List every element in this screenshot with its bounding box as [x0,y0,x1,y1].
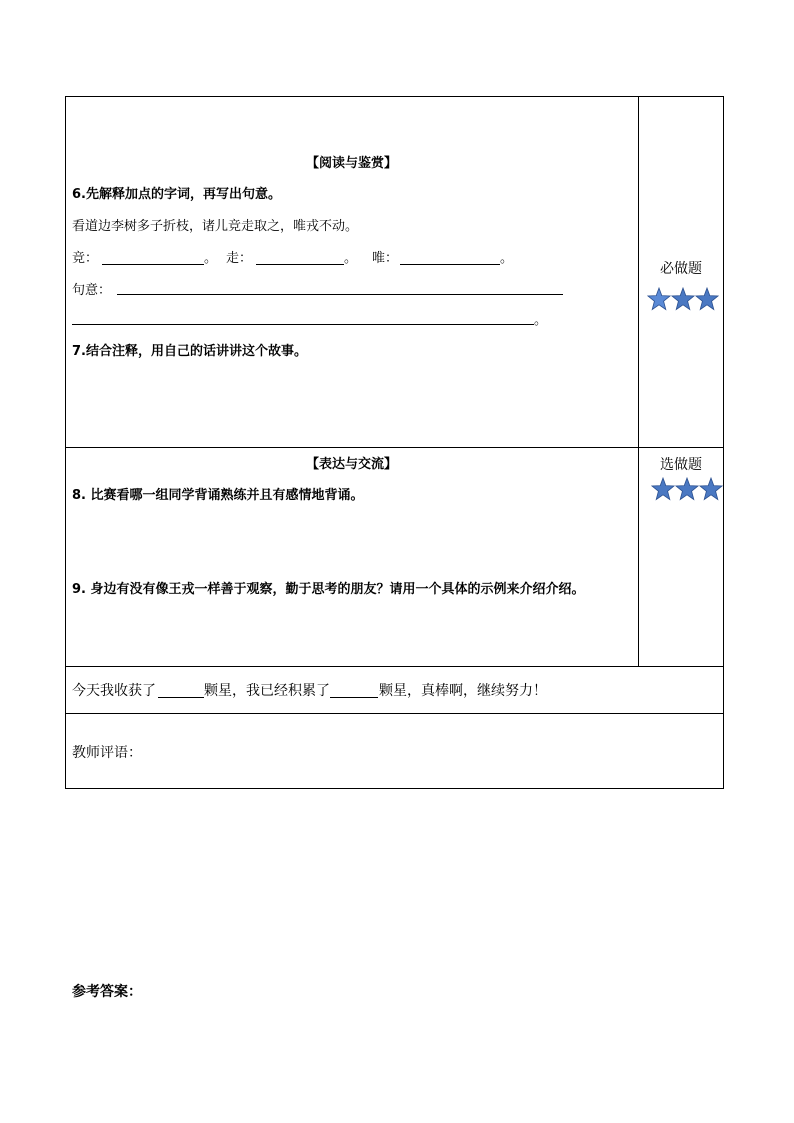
required-label: 必做题 [660,261,702,277]
star-icon [671,287,695,311]
row-divider-2 [65,666,724,667]
question-7: 7.结合注释，用自己的话讲讲这个故事。 [72,344,307,359]
row-divider-1 [65,447,724,448]
blank3-period: 。 [500,251,514,266]
star-icon [651,477,675,501]
blank2-label: 走： [226,251,253,266]
teacher-comment-label: 教师评语： [72,745,142,761]
blank3-line[interactable] [400,264,500,265]
passage-text: 看道边李树多子折枝，诸儿竞走取之，唯戎不动。 [72,219,359,234]
summary-part3: 颗星，真棒啊，继续努力！ [379,683,547,699]
blank3-label: 唯： [372,251,399,266]
star-icon [675,477,699,501]
summary-blank-1[interactable] [158,697,204,698]
sentence-label: 句意： [72,283,112,298]
sentence-line-1[interactable] [117,294,563,295]
blank1-line[interactable] [102,264,204,265]
answer-heading: 参考答案： [72,984,142,1000]
section2-heading: 【表达与交流】 [305,457,397,472]
question-6: 6.先解释加点的字词，再写出句意。 [72,187,281,202]
summary-blank-2[interactable] [330,697,378,698]
summary-part1: 今天我收获了 [72,683,156,699]
optional-stars [651,477,723,501]
section1-heading: 【阅读与鉴赏】 [305,156,397,171]
required-stars [647,287,719,311]
blank2-line[interactable] [256,264,344,265]
row-divider-3 [65,713,724,714]
sentence-line-2[interactable] [72,324,534,325]
blank1-label: 竞： [72,251,99,266]
optional-label: 选做题 [660,457,702,473]
blank1-period: 。 [204,251,218,266]
star-icon [699,477,723,501]
star-icon [695,287,719,311]
blank2-period: 。 [344,251,358,266]
question-8: 8. 比赛看哪一组同学背诵熟练并且有感情地背诵。 [72,488,364,503]
column-divider-2 [638,447,639,666]
question-9: 9. 身边有没有像王戎一样善于观察，勤于思考的朋友？请用一个具体的示例来介绍介绍。 [72,582,585,597]
star-icon [647,287,671,311]
sentence-period: 。 [534,313,548,328]
summary-part2: 颗星，我已经积累了 [204,683,330,699]
